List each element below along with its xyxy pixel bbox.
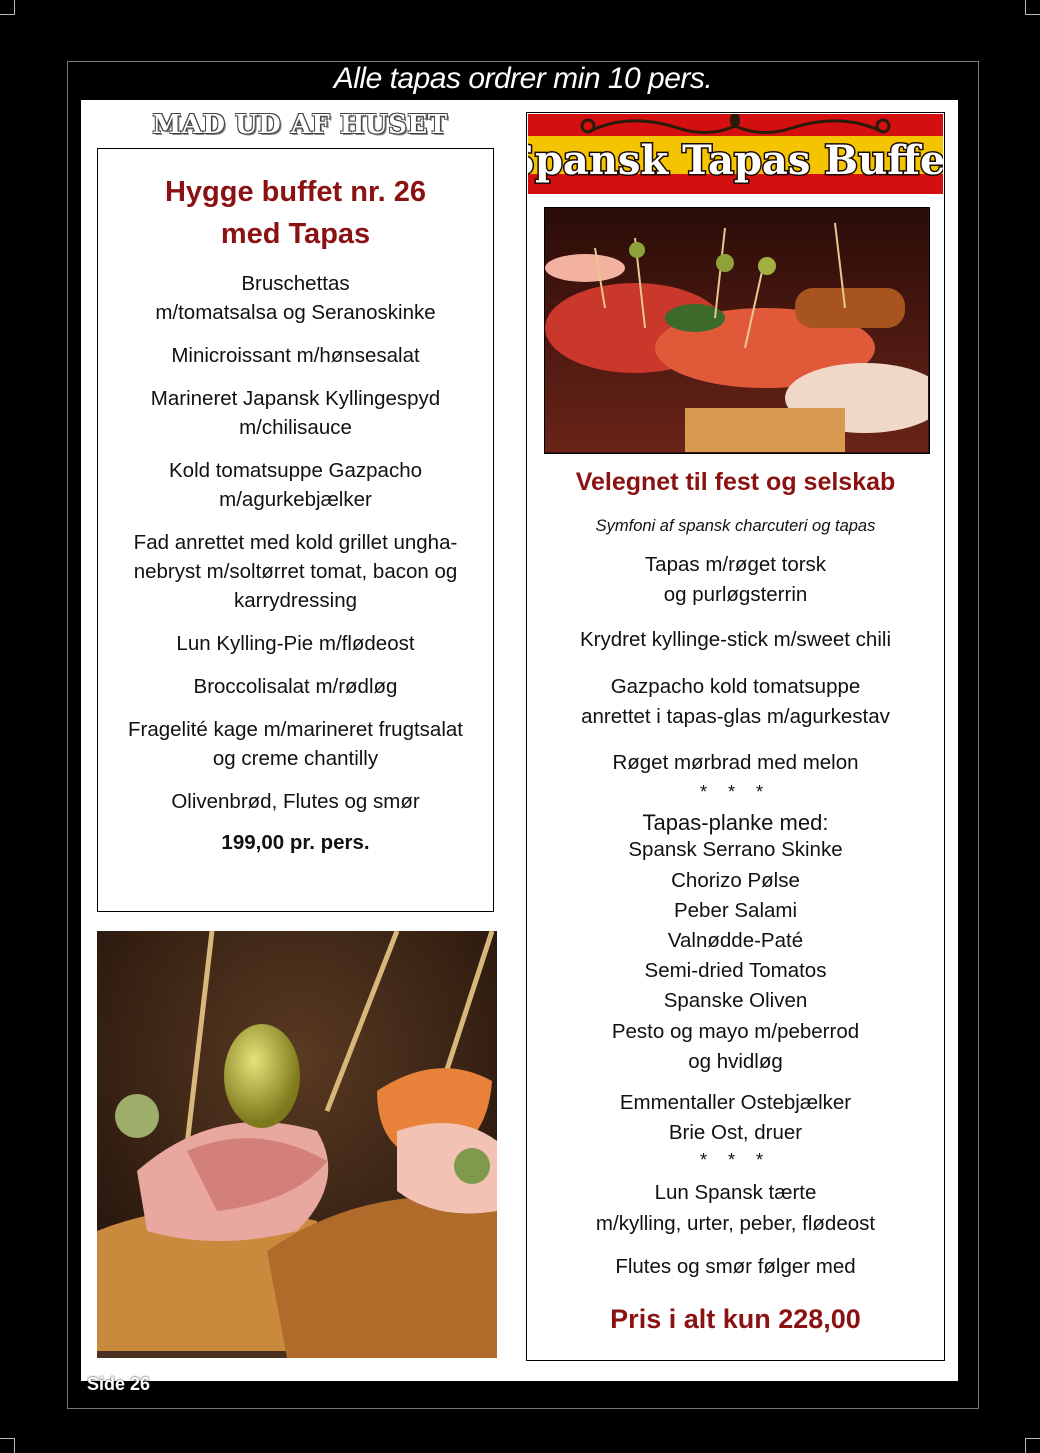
menu-item [98,341,493,370]
menu-line: Emmentaller Ostebjælker [619,1091,852,1114]
menu-item-line: Fad anrettet med kold grillet ungha- [133,531,458,554]
menu-item-line: og creme chantilly [212,747,379,770]
menu-item-line: Broccolisalat m/rødløg [193,675,398,698]
menu-item-line: Bruschettas [241,272,350,295]
menu-item [98,456,493,514]
page-number: Side 26 [87,1374,151,1394]
menu-item [98,629,493,658]
menu-item-line: Olivenbrød, Flutes og smør [171,790,420,813]
menu-line: Peber Salami [673,899,798,922]
menu-item-line: Marineret Japansk Kyllingespyd [150,387,441,410]
menu-line: Spansk Serrano Skinke [628,838,843,861]
menu-item-line: Minicroissant m/hønsesalat [171,344,420,367]
menu-line: og purløgsterrin [663,583,808,606]
hygge-buffet-title [98,171,493,255]
hygge-price: 199,00 pr. pers. [221,831,370,854]
separator-stars: * * * [699,1150,772,1170]
tapas-photo-right [544,207,930,454]
hygge-buffet-box [97,148,494,912]
menu-line: Pesto og mayo m/peberrod [611,1020,860,1043]
menu-item [98,787,493,816]
spansk-tapas-logo [528,114,943,194]
menu-line: Tapas m/røget torsk [644,553,827,576]
banner-title: Alle tapas ordrer min 10 pers. [333,62,713,95]
menu-item-line: m/tomatsalsa og Seranoskinke [155,301,436,324]
crop-mark-top-right [1025,0,1040,15]
menu-line: anrettet i tapas-glas m/agurkestav [581,705,890,728]
velegnet-subtitle: Velegnet til fest og selskab [575,468,896,496]
menu-line: Krydret kyllinge-stick m/sweet chili [580,628,891,651]
logo-text: Spansk Tapas Buffet [528,137,943,184]
menu-item-line: Fragelité kage m/marineret frugtsalat [128,718,463,741]
menu-line: Røget mørbrad med melon [612,751,859,774]
menu-line: Brie Ost, druer [668,1121,803,1144]
menu-item [98,715,493,773]
left-header: MAD UD AF HUSET [152,110,448,140]
menu-line: m/kylling, urter, peber, flødeost [595,1212,876,1235]
menu-item [98,672,493,701]
menu-line: Semi-dried Tomatos [644,959,827,982]
menu-item-line: karrydressing [233,589,358,612]
menu-line: Lun Spansk tærte [654,1181,817,1204]
menu-line: og hvidløg [688,1050,783,1073]
menu-item-line: Lun Kylling-Pie m/flødeost [176,632,415,655]
separator-stars: * * * [699,782,772,802]
menu-item-line: nebryst m/soltørret tomat, bacon og [133,560,458,583]
menu-item-list [98,269,493,816]
menu-line: Valnødde-Paté [667,929,804,952]
menu-item [98,269,493,327]
symfoni-tagline: Symfoni af spansk charcuteri og tapas [595,517,876,535]
menu-item-line: m/agurkebjælker [219,488,372,511]
menu-item [98,528,493,615]
tapas-price: Pris i alt kun 228,00 [610,1304,861,1334]
menu-line: Flutes og smør følger med [615,1255,856,1278]
title-line-2: med Tapas [220,218,371,250]
tapas-photo-left [97,931,497,1358]
menu-line: Spanske Oliven [663,989,808,1012]
crop-mark-bottom-left [0,1438,15,1453]
menu-line: Chorizo Pølse [671,869,800,892]
menu-item-line: Kold tomatsuppe Gazpacho [169,459,422,482]
menu-line: Tapas-planke med: [642,810,829,835]
title-line-1: Hygge buffet nr. 26 [164,176,427,208]
menu-item [98,384,493,442]
menu-item-line: m/chilisauce [239,416,352,439]
crop-mark-top-left [0,0,15,15]
crop-mark-bottom-right [1025,1438,1040,1453]
menu-line: Gazpacho kold tomatsuppe [610,675,861,698]
